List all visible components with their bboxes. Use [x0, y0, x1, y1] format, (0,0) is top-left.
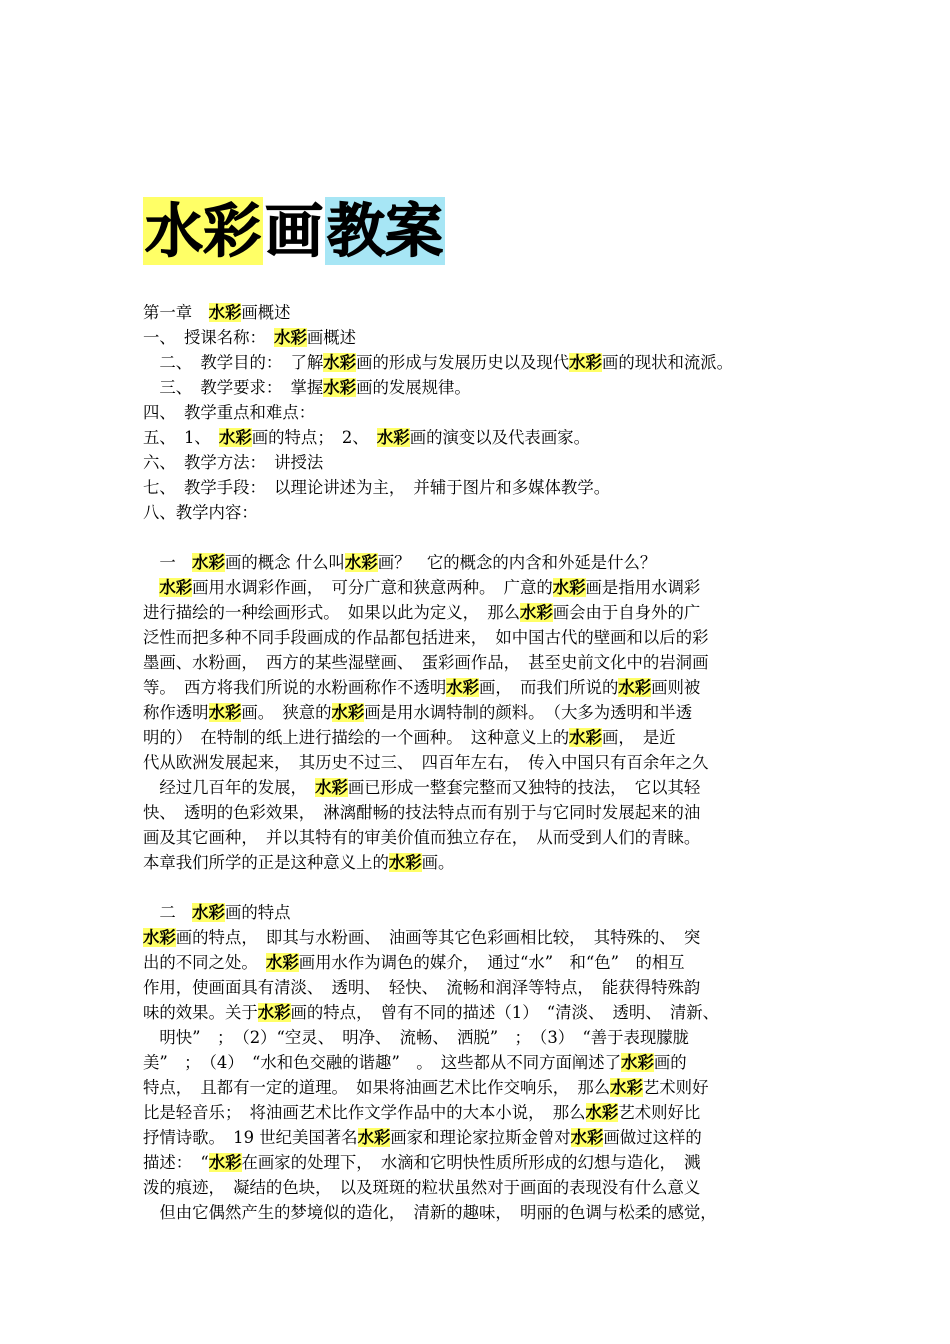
text-run: 画， 是近: [601, 728, 676, 747]
highlighted-term: 水彩: [265, 953, 299, 972]
text-run: 等。 西方将我们所说的水粉画称作不透明: [143, 678, 447, 697]
text-run: 抒情诗歌。 19 世纪美国著名: [143, 1128, 358, 1147]
highlighted-term: 水彩: [344, 553, 378, 572]
text-run: 画是指用水调彩: [585, 578, 701, 597]
highlighted-term: 水彩: [618, 678, 652, 697]
text-run: 六、 教学方法： 讲授法: [143, 453, 324, 472]
text-line: [143, 1025, 689, 1050]
text-line: [143, 350, 733, 375]
text-run: 画概述: [306, 328, 357, 347]
text-run: 画的特点: [224, 903, 291, 922]
text-run: 画则被: [651, 678, 701, 697]
text-line: [143, 650, 708, 675]
text-run: 画的: [653, 1053, 687, 1072]
text-run: [143, 578, 159, 597]
highlighted-term: 水彩: [323, 378, 357, 397]
text-line: [143, 325, 356, 350]
text-line: [143, 425, 590, 450]
text-run: 出的不同之处。: [143, 953, 266, 972]
text-line: [143, 950, 685, 975]
text-run: 画概述: [241, 303, 291, 322]
text-line: [143, 850, 454, 875]
highlighted-term: 水彩: [143, 928, 176, 947]
text-run: 比是轻音乐； 将油画艺术比作文学作品中的大本小说， 那么: [143, 1103, 586, 1122]
text-run: 画的形成与发展历史以及现代: [356, 353, 570, 372]
text-run: 但由它偶然产生的梦境似的造化， 清新的趣味， 明丽的色调与松柔的感觉，: [143, 1203, 717, 1222]
title-segment: 水彩: [145, 197, 262, 265]
highlighted-term: 水彩: [569, 728, 602, 747]
highlighted-term: 水彩: [446, 678, 480, 697]
text-line: [143, 625, 708, 650]
highlighted-term: 水彩: [610, 1078, 643, 1097]
text-line: [143, 900, 291, 925]
highlighted-term: 水彩: [257, 1003, 291, 1022]
text-line: [143, 300, 291, 325]
text-run: 画及其它画种， 并以其特有的审美价值而独立存在， 从而受到人们的青睐。: [143, 828, 701, 847]
text-run: 明快” ； （2）“空灵、 明净、 流畅、 洒脱” ； （3） “善于表现朦胧: [143, 1028, 690, 1047]
highlighted-term: 水彩: [388, 853, 422, 872]
highlighted-term: 水彩: [585, 1103, 619, 1122]
text-run: 五、 1、: [143, 428, 219, 447]
text-run: 八、教学内容：: [143, 503, 258, 522]
text-run: 描述： “: [143, 1153, 209, 1172]
highlighted-term: 水彩: [208, 1153, 242, 1172]
highlighted-term: 水彩: [208, 703, 242, 722]
text-run: 味的效果。关于: [143, 1003, 258, 1022]
text-run: 四、 教学重点和难点：: [143, 403, 316, 422]
text-run: 本章我们所学的正是这种意义上的: [143, 853, 389, 872]
text-run: 画用水调彩作画， 可分广意和狭意两种。 广意的: [192, 578, 553, 597]
highlighted-term: 水彩: [218, 428, 252, 447]
document-title: [143, 197, 445, 265]
text-run: 泛性而把多种不同手段画成的作品都包括进来， 如中国古代的壁画和以后的彩: [143, 628, 709, 647]
text-run: 明的） 在特制的纸上进行描绘的一个画种。 这种意义上的: [143, 728, 570, 747]
highlighted-term: 水彩: [621, 1053, 654, 1072]
text-run: 画？ 它的概念的内含和外延是什么？: [377, 553, 657, 572]
text-line: [143, 825, 700, 850]
text-run: 经过几百年的发展，: [143, 778, 316, 797]
text-run: 画。 狭意的: [241, 703, 332, 722]
text-line: [143, 375, 471, 400]
text-run: 画的发展规律。: [356, 378, 471, 397]
text-line: [143, 700, 692, 725]
title-segment: 教案: [327, 197, 444, 265]
text-run: 称作透明: [143, 703, 209, 722]
text-line: [143, 1125, 702, 1150]
text-line: [143, 450, 323, 475]
text-line: [143, 400, 315, 425]
text-run: 代从欧洲发展起来， 其历史不过三、 四百年左右， 传入中国只有百余年之久: [143, 753, 709, 772]
text-line: [143, 800, 700, 825]
text-run: 快、 透明的色彩效果， 淋漓酣畅的技法特点而有别于与它同时发展起来的油: [143, 803, 701, 822]
text-run: 艺术则好: [642, 1078, 709, 1097]
text-line: [143, 575, 700, 600]
text-run: 墨画、水粉画， 西方的某些湿壁画、 蛋彩画作品， 甚至史前文化中的岩洞画: [143, 653, 709, 672]
text-run: 画会由于自身外的广: [552, 603, 701, 622]
text-run: 画的特点； 2、: [251, 428, 377, 447]
text-run: 泼的痕迹， 凝结的色块， 以及斑斑的粒状虽然对于画面的表现没有什么意义: [143, 1178, 701, 1197]
text-line: [143, 1175, 700, 1200]
text-run: 作用，使画面具有清淡、 透明、 轻快、 流畅和润泽等特点， 能获得特殊韵: [143, 978, 701, 997]
text-line: [143, 1075, 708, 1100]
text-run: 画的概念 什么叫: [224, 553, 345, 572]
text-line: [143, 1100, 700, 1125]
text-run: 画用水作为调色的媒介， 通过“水” 和“色” 的相互: [298, 953, 685, 972]
text-line: [143, 1200, 717, 1225]
text-line: [143, 1000, 719, 1025]
title-segment: 画: [265, 197, 324, 265]
text-run: 画的演变以及代表画家。: [409, 428, 590, 447]
highlighted-term: 水彩: [192, 903, 225, 922]
text-line: [143, 1050, 687, 1075]
highlighted-term: 水彩: [159, 578, 193, 597]
text-line: [143, 600, 700, 625]
text-run: 画的现状和流派。: [601, 353, 734, 372]
text-line: [143, 500, 258, 525]
text-line: [143, 925, 700, 950]
text-run: 在画家的处理下， 水滴和它明快性质所形成的幻想与造化， 溅: [241, 1153, 701, 1172]
text-run: 艺术则好比: [618, 1103, 701, 1122]
highlighted-term: 水彩: [208, 303, 242, 322]
text-run: 一、 授课名称：: [143, 328, 275, 347]
text-run: 七、 教学手段： 以理论讲述为主， 并辅于图片和多媒体教学。: [143, 478, 611, 497]
text-run: 三、 教学要求： 掌握: [143, 378, 324, 397]
text-run: 二: [143, 903, 193, 922]
text-line: [143, 725, 676, 750]
text-run: 画的特点， 曾有不同的描述（1） “清淡、 透明、 清新、: [290, 1003, 720, 1022]
highlighted-term: 水彩: [570, 1128, 604, 1147]
text-run: 画。: [421, 853, 455, 872]
text-run: 画已形成一整套完整而又独特的技法， 它以其轻: [347, 778, 701, 797]
text-run: 画做过这样的: [603, 1128, 702, 1147]
text-line: [143, 775, 700, 800]
highlighted-term: 水彩: [323, 353, 357, 372]
text-line: [143, 1150, 700, 1175]
text-line: [143, 975, 700, 1000]
text-line: [143, 675, 700, 700]
highlighted-term: 水彩: [376, 428, 410, 447]
text-run: 画家和理论家拉斯金曾对: [390, 1128, 571, 1147]
text-line: [143, 475, 610, 500]
text-line: [143, 750, 708, 775]
highlighted-term: 水彩: [315, 778, 348, 797]
highlighted-term: 水彩: [331, 703, 365, 722]
highlighted-term: 水彩: [192, 553, 225, 572]
text-run: 一: [143, 553, 193, 572]
text-run: 进行描绘的一种绘画形式。 如果以此为定义， 那么: [143, 603, 520, 622]
text-run: 第一章: [143, 303, 209, 322]
highlighted-term: 水彩: [274, 328, 307, 347]
highlighted-term: 水彩: [519, 603, 553, 622]
text-run: 画， 而我们所说的: [479, 678, 619, 697]
text-run: 画是用水调特制的颜料。 （大多为透明和半透: [364, 703, 693, 722]
text-run: 二、 教学目的： 了解: [143, 353, 324, 372]
text-run: 画的特点， 即其与水粉画、 油画等其它色彩画相比较， 其特殊的、 突: [175, 928, 701, 947]
text-run: 特点， 且都有一定的道理。 如果将油画艺术比作交响乐， 那么: [143, 1078, 611, 1097]
highlighted-term: 水彩: [357, 1128, 391, 1147]
text-line: [143, 550, 656, 575]
highlighted-term: 水彩: [569, 353, 602, 372]
text-run: 美” ； （4） “水和色交融的谐趣” 。 这些都从不同方面阐述了: [143, 1053, 622, 1072]
highlighted-term: 水彩: [552, 578, 586, 597]
